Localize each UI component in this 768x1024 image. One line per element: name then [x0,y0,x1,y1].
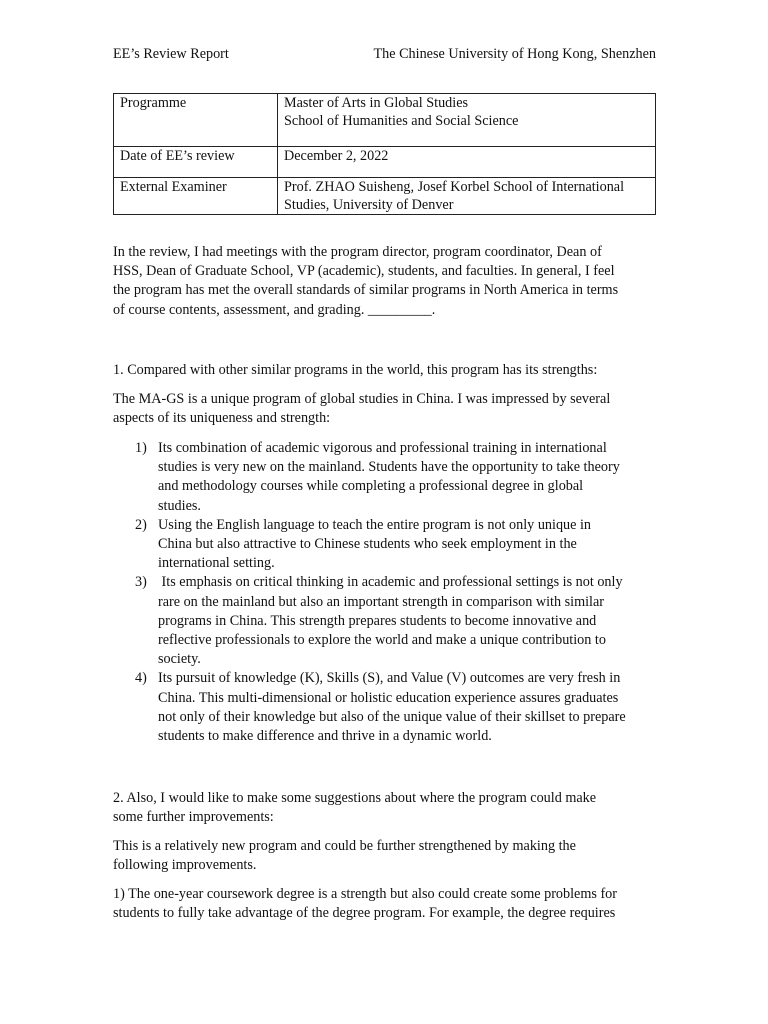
section-heading-line: 2. Also, I would like to make some suggestions about where the program could make [113,790,597,806]
programme-school: School of Humanities and Social Science [284,113,519,129]
programme-name: Master of Arts in Global Studies [284,95,469,111]
section2-point1 [113,885,658,923]
list-item-line: programs in China. This strength prepares students to become innovative and [158,612,597,629]
section-heading-line: some further improvements: [113,809,274,826]
paragraph-line: HSS, Dean of Graduate School, VP (academic), students, and faculties. In general, I feel [113,263,615,280]
table-label-external-examiner: External Examiner [114,178,278,215]
table-row [114,178,656,215]
list-item-line: China but also attractive to Chinese students who seek employment in the [158,536,577,553]
table-value-review-date [278,147,656,178]
paragraph-line: following improvements. [113,857,257,874]
section1-intro [113,390,658,428]
list-item-line: international setting. [158,555,275,572]
table-value-external-examiner [278,178,656,215]
table-row [114,94,656,147]
list-item [113,669,658,746]
list-item-line: students to make difference and thrive in a dynamic world. [158,728,492,745]
list-item-number: 4) [135,670,147,687]
list-item-line: society. [158,651,201,668]
paragraph-line: of course contents, assessment, and grading. _________. [113,301,436,318]
list-item-line: China. This multi-dimensional or holistic education experience assures graduates [158,689,619,706]
list-item [113,516,658,574]
section-heading-text: 1. Compared with other similar programs in the world, this program has its strengths: [113,362,598,378]
list-item [113,439,658,516]
list-item-line: Its emphasis on critical thinking in academic and professional settings is not only [158,574,623,591]
review-date: December 2, 2022 [284,148,389,164]
programme-info-table [113,93,656,215]
paragraph-line: aspects of its uniqueness and strength: [113,410,331,427]
table-label-review-date: Date of EE’s review [114,147,278,178]
list-item-line: studies. [158,497,201,514]
section2-intro [113,837,658,875]
table-row [114,147,656,178]
paragraph-line: This is a relatively new program and could be further strengthened by making the [113,838,576,854]
list-item-line: Its pursuit of knowledge (K), Skills (S), and Value (V) outcomes are very fresh in [158,670,621,687]
strengths-list [113,439,658,746]
list-item-line: not only of their knowledge but also of the unique value of their skillset to prepare [158,708,626,725]
header-report-title: EE’s Review Report [113,46,229,62]
table-label-programme: Programme [114,94,278,147]
intro-paragraph [113,243,658,320]
paragraph-line: In the review, I had meetings with the program director, program coordinator, Dean of [113,244,602,260]
page-header [113,45,656,65]
list-item-number: 3) [135,574,147,591]
examiner-line: Prof. ZHAO Suisheng, Josef Korbel School of International [284,179,625,195]
examiner-line: Studies, University of Denver [284,197,454,213]
paragraph-line: The MA-GS is a unique program of global studies in China. I was impressed by several [113,391,611,407]
list-item-number: 2) [135,516,147,533]
list-item-line: rare on the mainland but also an important strength in comparison with similar [158,593,605,610]
paragraph-line: 1) The one-year coursework degree is a strength but also could create some problems for [113,886,618,902]
list-item [113,573,658,669]
section2-heading [113,789,658,827]
list-item-line: Its combination of academic vigorous and professional training in international [158,440,607,456]
list-item-line: reflective professionals to explore the world and make a unique contribution to [158,632,606,649]
paragraph-line: students to fully take advantage of the degree program. For example, the degree requires [113,905,616,922]
list-item-line: and methodology courses while completing a professional degree in global [158,478,584,495]
header-university-name: The Chinese University of Hong Kong, Shenzhen [373,46,656,62]
paragraph-line: the program has met the overall standards of similar programs in North America in terms [113,282,619,299]
list-item-line: studies is very new on the mainland. Students have the opportunity to take theory [158,459,620,476]
list-item-number: 1) [135,440,147,456]
table-value-programme [278,94,656,147]
section1-heading [113,361,658,380]
list-item-line: Using the English language to teach the entire program is not only unique in [158,516,592,533]
